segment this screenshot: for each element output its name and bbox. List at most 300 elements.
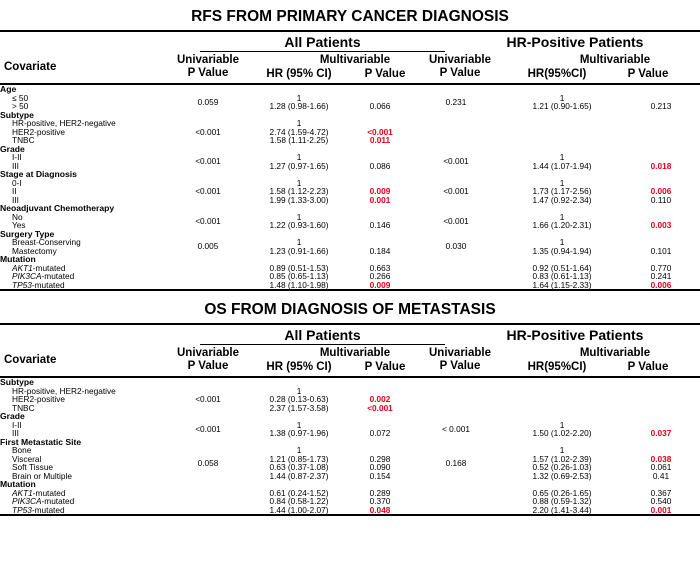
os-first-metastatic-site-hr-all-2-text: 0.63 (0.37-1.08) xyxy=(269,462,329,472)
rfs-table xyxy=(0,85,700,289)
os-subtype-level-2-label-text: TNBC xyxy=(12,402,35,413)
os-subtype-level-1-label-text: HER2-positive xyxy=(12,394,66,404)
rfs-neoadjuvant-chemotherapy-level-0 xyxy=(0,213,700,222)
os-grade-name-text: Grade xyxy=(0,411,25,421)
rfs-subtype-p-hr-2 xyxy=(622,136,700,145)
rfs-surgery-type-hr-all-1 xyxy=(248,247,350,256)
rfs-header-univariable-hr-2: P Value xyxy=(439,67,481,79)
rfs-subtype-level-2 xyxy=(0,136,700,145)
os-grade-uni-all xyxy=(168,421,248,438)
os-header-covariate: Covariate xyxy=(4,354,57,366)
os-first-metastatic-site-name-text: First Metastatic Site xyxy=(0,436,82,447)
rfs-mutation-row-0-hr-all-text: 0.89 (0.51-1.53) xyxy=(269,262,329,273)
rfs-subtype-hr-all-2 xyxy=(248,136,350,145)
os-mutation-row-2-label-text xyxy=(0,506,65,515)
os-grade-level-1 xyxy=(0,429,700,438)
os-mutation-row-2-p-hr xyxy=(622,506,700,515)
os-subtype-hr-hr-2 xyxy=(502,404,622,413)
rfs-header-covariate: Covariate xyxy=(4,61,57,73)
rfs-age-uni-hr xyxy=(410,94,502,111)
rfs-stage-at-diagnosis-name-text: Stage at Diagnosis xyxy=(0,169,77,179)
rfs-header-univariable-all xyxy=(168,54,248,80)
rfs-age-header-empty-3 xyxy=(410,85,502,94)
os-first-metastatic-site-p-all-3 xyxy=(350,472,410,481)
os-header-univariable-all-1: Univariable xyxy=(177,347,239,359)
rfs-grade-p-all-1-text: 0.086 xyxy=(369,160,391,171)
os-first-metastatic-site-p-all-1-text: 0.298 xyxy=(369,453,391,464)
rfs-surgery-type-p-hr-1-text: 0.101 xyxy=(650,245,672,256)
rfs-subtype-level-1 xyxy=(0,128,700,137)
rfs-surgery-type-uni-hr-text: 0.030 xyxy=(445,241,467,252)
rfs-grade-level-1 xyxy=(0,162,700,171)
rfs-mutation-row-0-uni-all xyxy=(168,264,248,273)
rfs-subtype-hr-hr-2 xyxy=(502,136,622,145)
os-header-univariable-hr-1: Univariable xyxy=(429,347,491,359)
rfs-stage-at-diagnosis-level-2-label-text: III xyxy=(12,194,19,205)
rfs-grade-name xyxy=(0,145,168,154)
rfs-table-body xyxy=(0,85,700,289)
rfs-age-level-0 xyxy=(0,94,700,103)
rfs-age-hr-all-1 xyxy=(248,102,350,111)
rfs-header-univariable-hr-1: Univariable xyxy=(429,54,491,66)
rfs-surgery-type-hr-hr-1 xyxy=(502,247,622,256)
rfs-neoadjuvant-chemotherapy-hr-all-0-text: 1 xyxy=(296,211,302,222)
rfs-grade-hr-all-1 xyxy=(248,162,350,171)
rfs-grade-header xyxy=(0,145,700,154)
rfs-stage-at-diagnosis-p-hr-2 xyxy=(622,196,700,205)
rfs-subtype-p-hr-1 xyxy=(622,128,700,137)
rfs-stage-at-diagnosis-hr-hr-2-text: 1.47 (0.92-2.34) xyxy=(532,194,592,205)
rfs-subtype-hr-all-1-text: 2.74 (1.59-4.72) xyxy=(269,126,329,137)
os-header-pvalue-hr: P Value xyxy=(627,361,669,373)
os-first-metastatic-site-level-3-label-text: Brain or Multiple xyxy=(12,470,72,481)
os-first-metastatic-site-header xyxy=(0,438,700,447)
os-mutation-row-1-label-gene: PIK3CA xyxy=(12,496,42,506)
os-mutation-header xyxy=(0,480,700,489)
rfs-grade-uni-hr-text: <0.001 xyxy=(443,156,469,167)
os-mutation-row-2-uni-hr xyxy=(410,506,502,515)
os-subtype-p-all-1-text: 0.002 xyxy=(369,394,391,404)
rfs-neoadjuvant-chemotherapy-p-all-1-text: 0.146 xyxy=(369,220,391,230)
os-mutation-row-2-hr-hr-text: 2.20 (1.41-3.44) xyxy=(532,504,592,515)
rfs-neoadjuvant-chemotherapy-header-empty-0 xyxy=(168,204,248,213)
os-mutation-row-2-hr-all-text: 1.44 (1.00-2.07) xyxy=(269,504,329,515)
os-header-univariable-all-2: P Value xyxy=(187,360,229,372)
os-mutation-row-0-uni-all xyxy=(168,489,248,498)
rfs-stage-at-diagnosis-level-0-label xyxy=(0,179,168,188)
rfs-mutation-row-0-p-all-text: 0.663 xyxy=(369,262,391,273)
rfs-subtype-p-all-2 xyxy=(350,136,410,145)
rfs-stage-at-diagnosis-level-1-label xyxy=(0,187,168,196)
rfs-surgery-type-level-0-label-text: Breast-Conserving xyxy=(12,237,81,247)
rfs-mutation-name-text: Mutation xyxy=(0,254,36,264)
rfs-subtype-hr-hr-1 xyxy=(502,128,622,137)
rfs-surgery-type-hr-all-0-text: 1 xyxy=(296,237,302,247)
os-grade-name xyxy=(0,412,168,421)
rfs-mutation-row-2-label-suffix: -mutated xyxy=(31,279,65,290)
os-first-metastatic-site-hr-all-0-text: 1 xyxy=(296,445,302,455)
rfs-mutation-row-2-uni-all xyxy=(168,281,248,290)
os-column-headers xyxy=(0,345,700,376)
rfs-neoadjuvant-chemotherapy-uni-hr xyxy=(410,213,502,230)
os-first-metastatic-site-level-3 xyxy=(0,472,700,481)
os-first-metastatic-site-hr-hr-0-text: 1 xyxy=(559,445,565,455)
os-mutation-row-1-uni-all xyxy=(168,497,248,506)
rfs-grade-level-0-label-text: I-II xyxy=(12,152,22,162)
os-grade-level-0 xyxy=(0,421,700,430)
os-first-metastatic-site-p-hr-2-text: 0.061 xyxy=(650,462,672,472)
os-group-header xyxy=(0,325,700,344)
os-mutation-row-2-label xyxy=(0,506,168,515)
os-grade-header-empty-2 xyxy=(350,412,410,421)
os-subtype-uni-all-text: <0.001 xyxy=(195,394,221,404)
rfs-grade-level-1-label-text: III xyxy=(12,160,19,171)
os-first-metastatic-site-hr-all-1-text: 1.21 (0.85-1.73) xyxy=(269,453,329,464)
rfs-age-level-0-label-text: ≤ 50 xyxy=(12,92,29,103)
rfs-grade-header-empty-2 xyxy=(350,145,410,154)
rfs-group-hr-positive: HR-Positive Patients xyxy=(506,34,644,50)
os-mutation-row-0 xyxy=(0,489,700,498)
os-subtype-header-empty-3 xyxy=(410,378,502,387)
rfs-surgery-type-header-empty-3 xyxy=(410,230,502,239)
rfs-mutation-row-1-hr-all-text: 0.85 (0.65-1.13) xyxy=(269,271,329,281)
os-subtype-hr-all-1-text: 0.28 (0.13-0.63) xyxy=(269,394,329,404)
rfs-neoadjuvant-chemotherapy-header-empty-3 xyxy=(410,204,502,213)
rfs-mutation-row-2-hr-hr-text: 1.64 (1.15-2.33) xyxy=(532,279,592,290)
rfs-neoadjuvant-chemotherapy-level-1-label-text: Yes xyxy=(12,220,26,230)
os-mutation-row-1-label-suffix: -mutated xyxy=(41,496,75,506)
rfs-header-univariable-all-2: P Value xyxy=(187,67,229,79)
os-mutation-row-2-uni-all xyxy=(168,506,248,515)
os-first-metastatic-site-hr-hr-1-text: 1.57 (1.02-2.39) xyxy=(532,453,592,464)
rfs-neoadjuvant-chemotherapy-hr-hr-1-text: 1.66 (1.20-2.31) xyxy=(532,220,592,230)
rfs-header-hr-hr: HR(95%CI) xyxy=(527,68,587,80)
rfs-surgery-type-hr-hr-0-text: 1 xyxy=(559,237,565,247)
rfs-age-hr-all-0-text: 1 xyxy=(296,92,302,103)
rfs-grade-hr-hr-0-text: 1 xyxy=(559,152,565,162)
rfs-age-hr-hr-1 xyxy=(502,102,622,111)
rfs-stage-at-diagnosis-hr-hr-2 xyxy=(502,196,622,205)
os-subtype-hr-all-2 xyxy=(248,404,350,413)
rfs-stage-at-diagnosis-hr-all-2-text: 1.99 (1.33-3.00) xyxy=(269,194,329,205)
rfs-age-level-1 xyxy=(0,102,700,111)
os-header-multivariable-all: Multivariable xyxy=(319,347,391,359)
os-subtype-name-text: Subtype xyxy=(0,377,34,387)
rfs-subtype-header-empty-5 xyxy=(622,111,700,120)
rfs-stage-at-diagnosis-header-empty-0 xyxy=(168,170,248,179)
rfs-mutation-row-0-uni-hr xyxy=(410,264,502,273)
os-bottom-rule xyxy=(0,514,700,516)
os-header-univariable-hr-2: P Value xyxy=(439,360,481,372)
rfs-stage-at-diagnosis-uni-all xyxy=(168,179,248,205)
rfs-mutation-row-2-hr-all-text: 1.48 (1.10-1.98) xyxy=(269,279,329,290)
os-grade-header xyxy=(0,412,700,421)
rfs-mutation-row-2-p-hr-text: 0.006 xyxy=(650,279,672,290)
rfs-subtype-header-empty-3 xyxy=(410,111,502,120)
rfs-stage-at-diagnosis-header-empty-3 xyxy=(410,170,502,179)
os-grade-level-0-label-text: I-II xyxy=(12,419,22,430)
os-grade-p-hr-1-text: 0.037 xyxy=(650,428,672,438)
rfs-mutation-row-0-label-suffix: -mutated xyxy=(32,262,66,273)
os-subtype-level-1 xyxy=(0,395,700,404)
rfs-header-univariable-all-1: Univariable xyxy=(177,54,239,66)
rfs-surgery-type-hr-all-1-text: 1.23 (0.91-1.66) xyxy=(269,245,329,256)
os-subtype-header-empty-5 xyxy=(622,378,700,387)
rfs-subtype-hr-all-0-text: 1 xyxy=(296,118,302,128)
results-tables xyxy=(0,4,700,563)
os-first-metastatic-site-hr-all-3-text: 1.44 (0.87-2.37) xyxy=(269,470,329,481)
os-mutation-row-1-hr-all-text: 0.84 (0.58-1.22) xyxy=(269,496,329,506)
os-subtype-hr-hr-0 xyxy=(502,387,622,396)
rfs-surgery-type-header-empty-0 xyxy=(168,230,248,239)
rfs-grade-header-empty-3 xyxy=(410,145,502,154)
os-grade-uni-hr xyxy=(410,421,502,438)
os-header-multivariable-hr: Multivariable xyxy=(579,347,651,359)
os-mutation-row-2-label-suffix: -mutated xyxy=(31,504,65,515)
rfs-neoadjuvant-chemotherapy-level-0-label-text: No xyxy=(12,211,23,222)
rfs-stage-at-diagnosis-hr-all-0-text: 1 xyxy=(296,177,302,188)
os-first-metastatic-site-header-empty-0 xyxy=(168,438,248,447)
rfs-stage-at-diagnosis-p-all-1-text: 0.009 xyxy=(369,186,391,196)
rfs-header-pvalue-all: P Value xyxy=(364,68,406,80)
os-mutation-row-0-label-gene: AKT1 xyxy=(12,487,33,498)
os-first-metastatic-site-uni-all-text: 0.058 xyxy=(197,457,219,468)
os-header-hr-all: HR (95% CI) xyxy=(266,361,332,373)
os-subtype-p-all-2-text: <0.001 xyxy=(367,402,393,413)
rfs-surgery-type-uni-all-text: 0.005 xyxy=(197,241,219,252)
rfs-subtype-hr-all-2-text: 1.58 (1.11-2.25) xyxy=(269,135,329,145)
rfs-surgery-type-p-all-1 xyxy=(350,247,410,256)
rfs-neoadjuvant-chemotherapy-header-empty-2 xyxy=(350,204,410,213)
rfs-subtype-level-0-label-text: HR-positive, HER2-negative xyxy=(12,118,116,128)
rfs-subtype-uni-hr xyxy=(410,119,502,145)
rfs-header-multivariable-hr: Multivariable xyxy=(579,54,651,66)
os-subtype-uni-all xyxy=(168,387,248,413)
os-grade-hr-all-1-text: 1.38 (0.97-1.96) xyxy=(269,428,329,438)
rfs-mutation-row-1-p-hr-text: 0.241 xyxy=(650,271,672,281)
os-mutation-row-1-p-all-text: 0.370 xyxy=(369,496,391,506)
rfs-surgery-type-hr-hr-1-text: 1.35 (0.94-1.94) xyxy=(532,245,592,256)
os-first-metastatic-site-p-all-3-text: 0.154 xyxy=(369,470,391,481)
os-subtype-level-0-label-text: HR-positive, HER2-negative xyxy=(12,385,116,396)
rfs-grade-hr-hr-1-text: 1.44 (1.07-1.94) xyxy=(532,160,592,171)
rfs-subtype-name-text: Subtype xyxy=(0,109,34,120)
rfs-neoadjuvant-chemotherapy-header-empty-5 xyxy=(622,204,700,213)
rfs-stage-at-diagnosis-p-all-2-text: 0.001 xyxy=(369,194,391,205)
os-first-metastatic-site-level-2-label-text: Soft Tissue xyxy=(12,462,54,472)
rfs-grade-level-0-label xyxy=(0,153,168,162)
os-mutation-row-2-label-gene: TP53 xyxy=(12,504,32,515)
rfs-subtype-level-0 xyxy=(0,119,700,128)
rfs-grade-p-hr-1 xyxy=(622,162,700,171)
rfs-mutation-row-2-label-gene: TP53 xyxy=(12,279,32,290)
os-grade-p-all-1 xyxy=(350,429,410,438)
os-grade-p-hr-1 xyxy=(622,429,700,438)
rfs-header-multivariable-all: Multivariable xyxy=(319,54,391,66)
rfs-mutation-row-1-uni-all xyxy=(168,272,248,281)
rfs-stage-at-diagnosis-header-empty-5 xyxy=(622,170,700,179)
rfs-section-title: RFS FROM PRIMARY CANCER DIAGNOSIS xyxy=(191,8,509,25)
rfs-surgery-type-level-0 xyxy=(0,238,700,247)
rfs-mutation-row-1-hr-hr-text: 0.83 (0.61-1.13) xyxy=(532,271,592,281)
rfs-surgery-type-uni-hr xyxy=(410,238,502,255)
os-first-metastatic-site-hr-hr-2-text: 0.52 (0.26-1.03) xyxy=(532,462,592,472)
os-first-metastatic-site-p-hr-3-text: 0.41 xyxy=(652,470,670,481)
os-subtype-hr-all-0-text: 1 xyxy=(296,385,302,396)
rfs-stage-at-diagnosis-uni-all-text: <0.001 xyxy=(195,186,221,196)
rfs-grade-hr-hr-1 xyxy=(502,162,622,171)
os-group-hr-positive: HR-Positive Patients xyxy=(506,327,644,343)
rfs-surgery-type-header xyxy=(0,230,700,239)
os-subtype-p-hr-0 xyxy=(622,387,700,396)
rfs-stage-at-diagnosis-level-0-label-text: 0-I xyxy=(12,177,22,188)
rfs-age-name-text: Age xyxy=(0,84,17,94)
rfs-column-headers xyxy=(0,52,700,83)
rfs-mutation-row-2-hr-hr xyxy=(502,281,622,290)
os-mutation-row-0-hr-hr-text: 0.65 (0.26-1.65) xyxy=(532,487,592,498)
os-mutation-row-1-hr-hr-text: 0.88 (0.59-1.32) xyxy=(532,496,592,506)
os-first-metastatic-site-uni-all xyxy=(168,446,248,480)
rfs-mutation-row-2-p-all xyxy=(350,281,410,290)
rfs-grade-p-hr-1-text: 0.018 xyxy=(650,160,672,171)
rfs-mutation-row-2-p-all-text: 0.009 xyxy=(369,279,391,290)
rfs-stage-at-diagnosis-level-0 xyxy=(0,179,700,188)
rfs-age-uni-all-text: 0.059 xyxy=(197,96,219,107)
rfs-group-all-patients: All Patients xyxy=(284,34,361,50)
rfs-neoadjuvant-chemotherapy-p-hr-1 xyxy=(622,221,700,230)
rfs-mutation-row-2-hr-all xyxy=(248,281,350,290)
rfs-grade-header-empty-5 xyxy=(622,145,700,154)
os-table-body xyxy=(0,378,700,514)
os-first-metastatic-site-p-hr-1-text: 0.038 xyxy=(650,453,672,464)
os-subtype-header-empty-2 xyxy=(350,378,410,387)
os-grade-hr-hr-1-text: 1.50 (1.02-2.20) xyxy=(532,428,592,438)
rfs-grade-level-0 xyxy=(0,153,700,162)
rfs-stage-at-diagnosis-hr-hr-0-text: 1 xyxy=(559,177,565,188)
os-first-metastatic-site-uni-hr-text: 0.168 xyxy=(445,457,467,468)
os-mutation-row-0-p-hr-text: 0.367 xyxy=(650,487,672,498)
os-first-metastatic-site-level-0-label-text: Bone xyxy=(12,445,32,455)
rfs-mutation-row-2 xyxy=(0,281,700,290)
rfs-age-header xyxy=(0,85,700,94)
rfs-stage-at-diagnosis-hr-hr-1-text: 1.73 (1.17-2.56) xyxy=(532,186,592,196)
rfs-stage-at-diagnosis-uni-hr xyxy=(410,179,502,205)
os-first-metastatic-site-level-0 xyxy=(0,446,700,455)
rfs-age-header-empty-5 xyxy=(622,85,700,94)
rfs-group-header xyxy=(0,32,700,51)
os-mutation-row-0-label-suffix: -mutated xyxy=(32,487,66,498)
rfs-stage-at-diagnosis-uni-hr-text: <0.001 xyxy=(443,186,469,196)
rfs-neoadjuvant-chemotherapy-level-1 xyxy=(0,221,700,230)
os-mutation-row-2-hr-all xyxy=(248,506,350,515)
rfs-subtype-p-all-2-text: 0.011 xyxy=(369,135,391,145)
rfs-subtype-header-empty-4 xyxy=(502,111,622,120)
os-subtype-level-2-label xyxy=(0,404,168,413)
rfs-subtype-uni-all-text: <0.001 xyxy=(195,126,221,137)
rfs-stage-at-diagnosis-header xyxy=(0,170,700,179)
rfs-surgery-type-level-1 xyxy=(0,247,700,256)
rfs-grade-hr-all-1-text: 1.27 (0.97-1.65) xyxy=(269,160,329,171)
rfs-stage-at-diagnosis-level-1-label-text: II xyxy=(12,186,17,196)
os-mutation-row-2-p-all-text: 0.048 xyxy=(369,504,391,515)
os-mutation-name-text: Mutation xyxy=(0,479,36,489)
os-first-metastatic-site-level-2 xyxy=(0,463,700,472)
os-subtype-p-hr-1 xyxy=(622,395,700,404)
rfs-mutation-header-empty-0 xyxy=(168,255,248,264)
os-grade-header-empty-5 xyxy=(622,412,700,421)
rfs-subtype-header-empty-2 xyxy=(350,111,410,120)
os-mutation-row-2-p-all xyxy=(350,506,410,515)
rfs-age-p-hr-1 xyxy=(622,102,700,111)
os-subtype-p-hr-2 xyxy=(622,404,700,413)
rfs-stage-at-diagnosis-name xyxy=(0,170,168,179)
rfs-age-p-all-1-text: 0.066 xyxy=(369,101,391,111)
os-mutation-row-1-p-hr-text: 0.540 xyxy=(650,496,672,506)
rfs-subtype-uni-all xyxy=(168,119,248,145)
rfs-age-uni-all xyxy=(168,94,248,111)
os-subtype-hr-hr-1 xyxy=(502,395,622,404)
rfs-neoadjuvant-chemotherapy-p-hr-1-text: 0.003 xyxy=(650,220,672,230)
rfs-mutation-row-2-label-text xyxy=(0,281,65,290)
os-subtype-level-0 xyxy=(0,387,700,396)
rfs-mutation-row-0-label-gene: AKT1 xyxy=(12,262,33,273)
os-grade-uni-all-text: <0.001 xyxy=(195,423,221,434)
os-first-metastatic-site-header-empty-5 xyxy=(622,438,700,447)
os-grade-uni-hr-text: < 0.001 xyxy=(442,423,470,434)
rfs-subtype-header-empty-0 xyxy=(168,111,248,120)
rfs-stage-at-diagnosis-p-hr-2-text: 0.110 xyxy=(650,194,672,205)
os-subtype-level-2 xyxy=(0,404,700,413)
rfs-surgery-type-p-hr-1 xyxy=(622,247,700,256)
rfs-age-hr-all-1-text: 1.28 (0.98-1.66) xyxy=(269,101,329,111)
rfs-subtype-p-hr-0 xyxy=(622,119,700,128)
rfs-stage-at-diagnosis-hr-all-1-text: 1.58 (1.12-2.23) xyxy=(269,186,329,196)
os-mutation-row-1 xyxy=(0,497,700,506)
os-first-metastatic-site-header-empty-3 xyxy=(410,438,502,447)
rfs-surgery-type-name-text: Surgery Type xyxy=(0,228,55,239)
rfs-grade-hr-all-0-text: 1 xyxy=(296,152,302,162)
rfs-age-header-empty-0 xyxy=(168,85,248,94)
rfs-age-p-all-1 xyxy=(350,102,410,111)
rfs-neoadjuvant-chemotherapy-hr-all-1-text: 1.22 (0.93-1.60) xyxy=(269,220,329,230)
os-header-univariable-all xyxy=(168,347,248,373)
rfs-neoadjuvant-chemotherapy-hr-hr-0-text: 1 xyxy=(559,211,565,222)
os-first-metastatic-site-hr-hr-3-text: 1.32 (0.69-2.53) xyxy=(532,470,592,481)
os-grade-level-0-label xyxy=(0,421,168,430)
os-mutation-row-2 xyxy=(0,506,700,515)
rfs-neoadjuvant-chemotherapy-uni-hr-text: <0.001 xyxy=(443,215,469,226)
rfs-neoadjuvant-chemotherapy-name-text: Neoadjuvant Chemotherapy xyxy=(0,203,115,213)
rfs-age-hr-hr-1-text: 1.21 (0.90-1.65) xyxy=(532,101,592,111)
rfs-surgery-type-header-empty-2 xyxy=(350,230,410,239)
rfs-subtype-p-all-1-text: <0.001 xyxy=(367,126,393,137)
rfs-grade-header-empty-0 xyxy=(168,145,248,154)
rfs-neoadjuvant-chemotherapy-hr-all-1 xyxy=(248,221,350,230)
os-grade-hr-all-1 xyxy=(248,429,350,438)
rfs-subtype-level-1-label-text: HER2-positive xyxy=(12,126,66,137)
rfs-surgery-type-header-empty-5 xyxy=(622,230,700,239)
os-header-univariable-hr xyxy=(420,347,500,373)
rfs-header-hr-all: HR (95% CI) xyxy=(266,68,332,80)
os-subtype-header-empty-0 xyxy=(168,378,248,387)
os-header-hr-hr: HR(95%CI) xyxy=(527,361,587,373)
os-first-metastatic-site-hr-all-3 xyxy=(248,472,350,481)
os-grade-p-all-1-text: 0.072 xyxy=(369,428,391,438)
os-subtype-hr-all-2-text: 2.37 (1.57-3.58) xyxy=(269,402,329,413)
rfs-mutation-header-empty-3 xyxy=(410,255,502,264)
rfs-neoadjuvant-chemotherapy-header xyxy=(0,204,700,213)
rfs-stage-at-diagnosis-p-hr-1-text: 0.006 xyxy=(650,186,672,196)
